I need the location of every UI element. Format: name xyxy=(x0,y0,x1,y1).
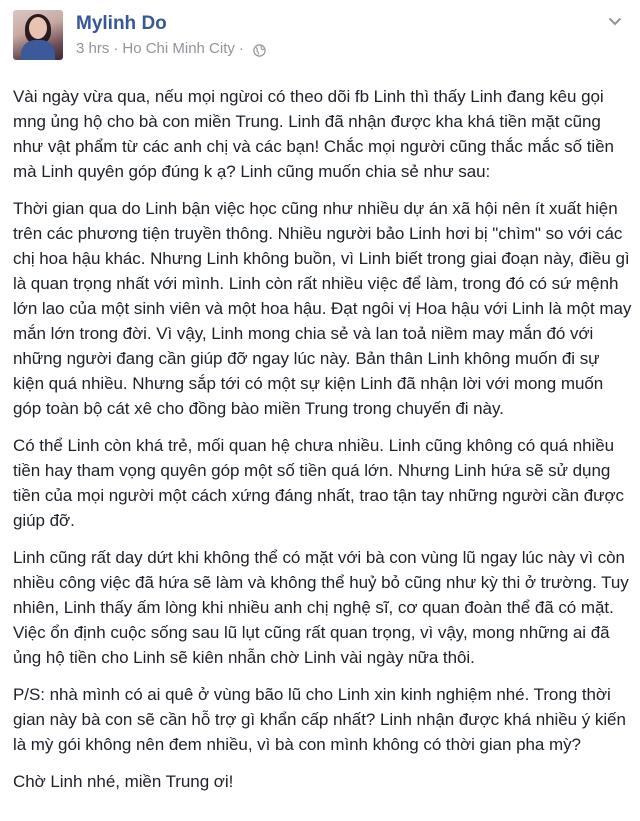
post-subtitle xyxy=(76,39,266,59)
author-name[interactable]: Mylinh Do xyxy=(76,13,167,34)
post-paragraph: Linh cũng rất day dứt khi không thể có mặt với bà con vùng lũ ngay lúc này vì còn nhiều công việc đã hứa sẽ làm và không thể huỷ bỏ cũng như kỳ thi ở trường. Tuy nhiên, Linh thấy ấm lòng khi nhiều anh chị nghệ sĩ, cơ quan đoàn thể đã có mặt. Việc ổn định cuộc sống sau lũ lụt cũng rất quan trọng, vì vậy, mong những ai đã ủng hộ tiền cho Linh sẽ kiên nhẫn chờ Linh vài ngày nữa thôi. xyxy=(13,548,629,667)
post-paragraph: Có thể Linh còn khá trẻ, mối quan hệ chưa nhiều. Linh cũng không có quá nhiều tiền hay tham vọng quyên góp một số tiền quá lớn. Nhưng Linh hứa sẽ sử dụng tiền của mọi người một cách xứng đáng nhất, trao tận tay những người cần được giúp đỡ. xyxy=(13,436,624,530)
post-location[interactable]: Ho Chi Minh City xyxy=(122,40,235,57)
separator: · xyxy=(238,40,244,57)
post-paragraph: Chờ Linh nhé, miền Trung ơi! xyxy=(13,772,234,791)
post-paragraph: P/S: nhà mình có ai quê ở vùng bão lũ cho Linh xin kinh nghiệm nhé. Trong thời gian này bà con sẽ cần hỗ trợ gì khẩn cấp nhất? Linh nhận được khá nhiều ý kiến là mỳ gói không nên đem nhiều, vì bà con mình không có thời gian pha mỳ? xyxy=(13,685,626,754)
avatar[interactable] xyxy=(13,10,63,60)
post-paragraph: Thời gian qua do Linh bận việc học cũng như nhiều dự án xã hội nên ít xuất hiện trên các phương tiện truyền thông. Nhiều người bảo Linh hơi bị "chìm" so với các chị hoa hậu khác. Nhưng Linh không buồn, vì Linh biết trong giai đoạn này, điều gì là quan trọng nhất với mình. Linh còn rất nhiều việc để làm, trong đó có sứ mệnh lớn lao của một sinh viên và một hoa hậu. Đạt ngôi vị Hoa hậu với Linh là một may mắn lớn trong đời. Vì vậy, Linh mong chia sẻ và lan toả niềm may mắn đó với những người đang cần giúp đỡ ngay lúc này. Bản thân Linh không muốn đi sự kiện quá nhiều. Nhưng sắp tới có một sự kiện Linh đã nhận lời với mong muốn góp toàn bộ cát xê cho đồng bào miền Trung trong chuyến đi này. xyxy=(13,199,632,418)
chevron-down-icon[interactable] xyxy=(604,12,626,30)
post-meta xyxy=(76,10,266,59)
separator: · xyxy=(113,40,119,57)
post-header xyxy=(13,10,266,60)
post-body xyxy=(13,84,633,806)
globe-icon[interactable] xyxy=(253,43,266,56)
post-paragraph: Vài ngày vừa qua, nếu mọi ngừoi có theo dõi fb Linh thì thấy Linh đang kêu gọi mng ủng hộ cho bà con miền Trung. Linh đã nhận được kha khá tiền mặt cũng như vật phẩm từ các anh chị và các bạn! Chắc mọi người cũng thắc mắc số tiền mà Linh quyên góp đúng k ạ? Linh cũng muốn chia sẻ như sau: xyxy=(13,87,614,181)
post-time[interactable]: 3 hrs xyxy=(76,40,110,57)
